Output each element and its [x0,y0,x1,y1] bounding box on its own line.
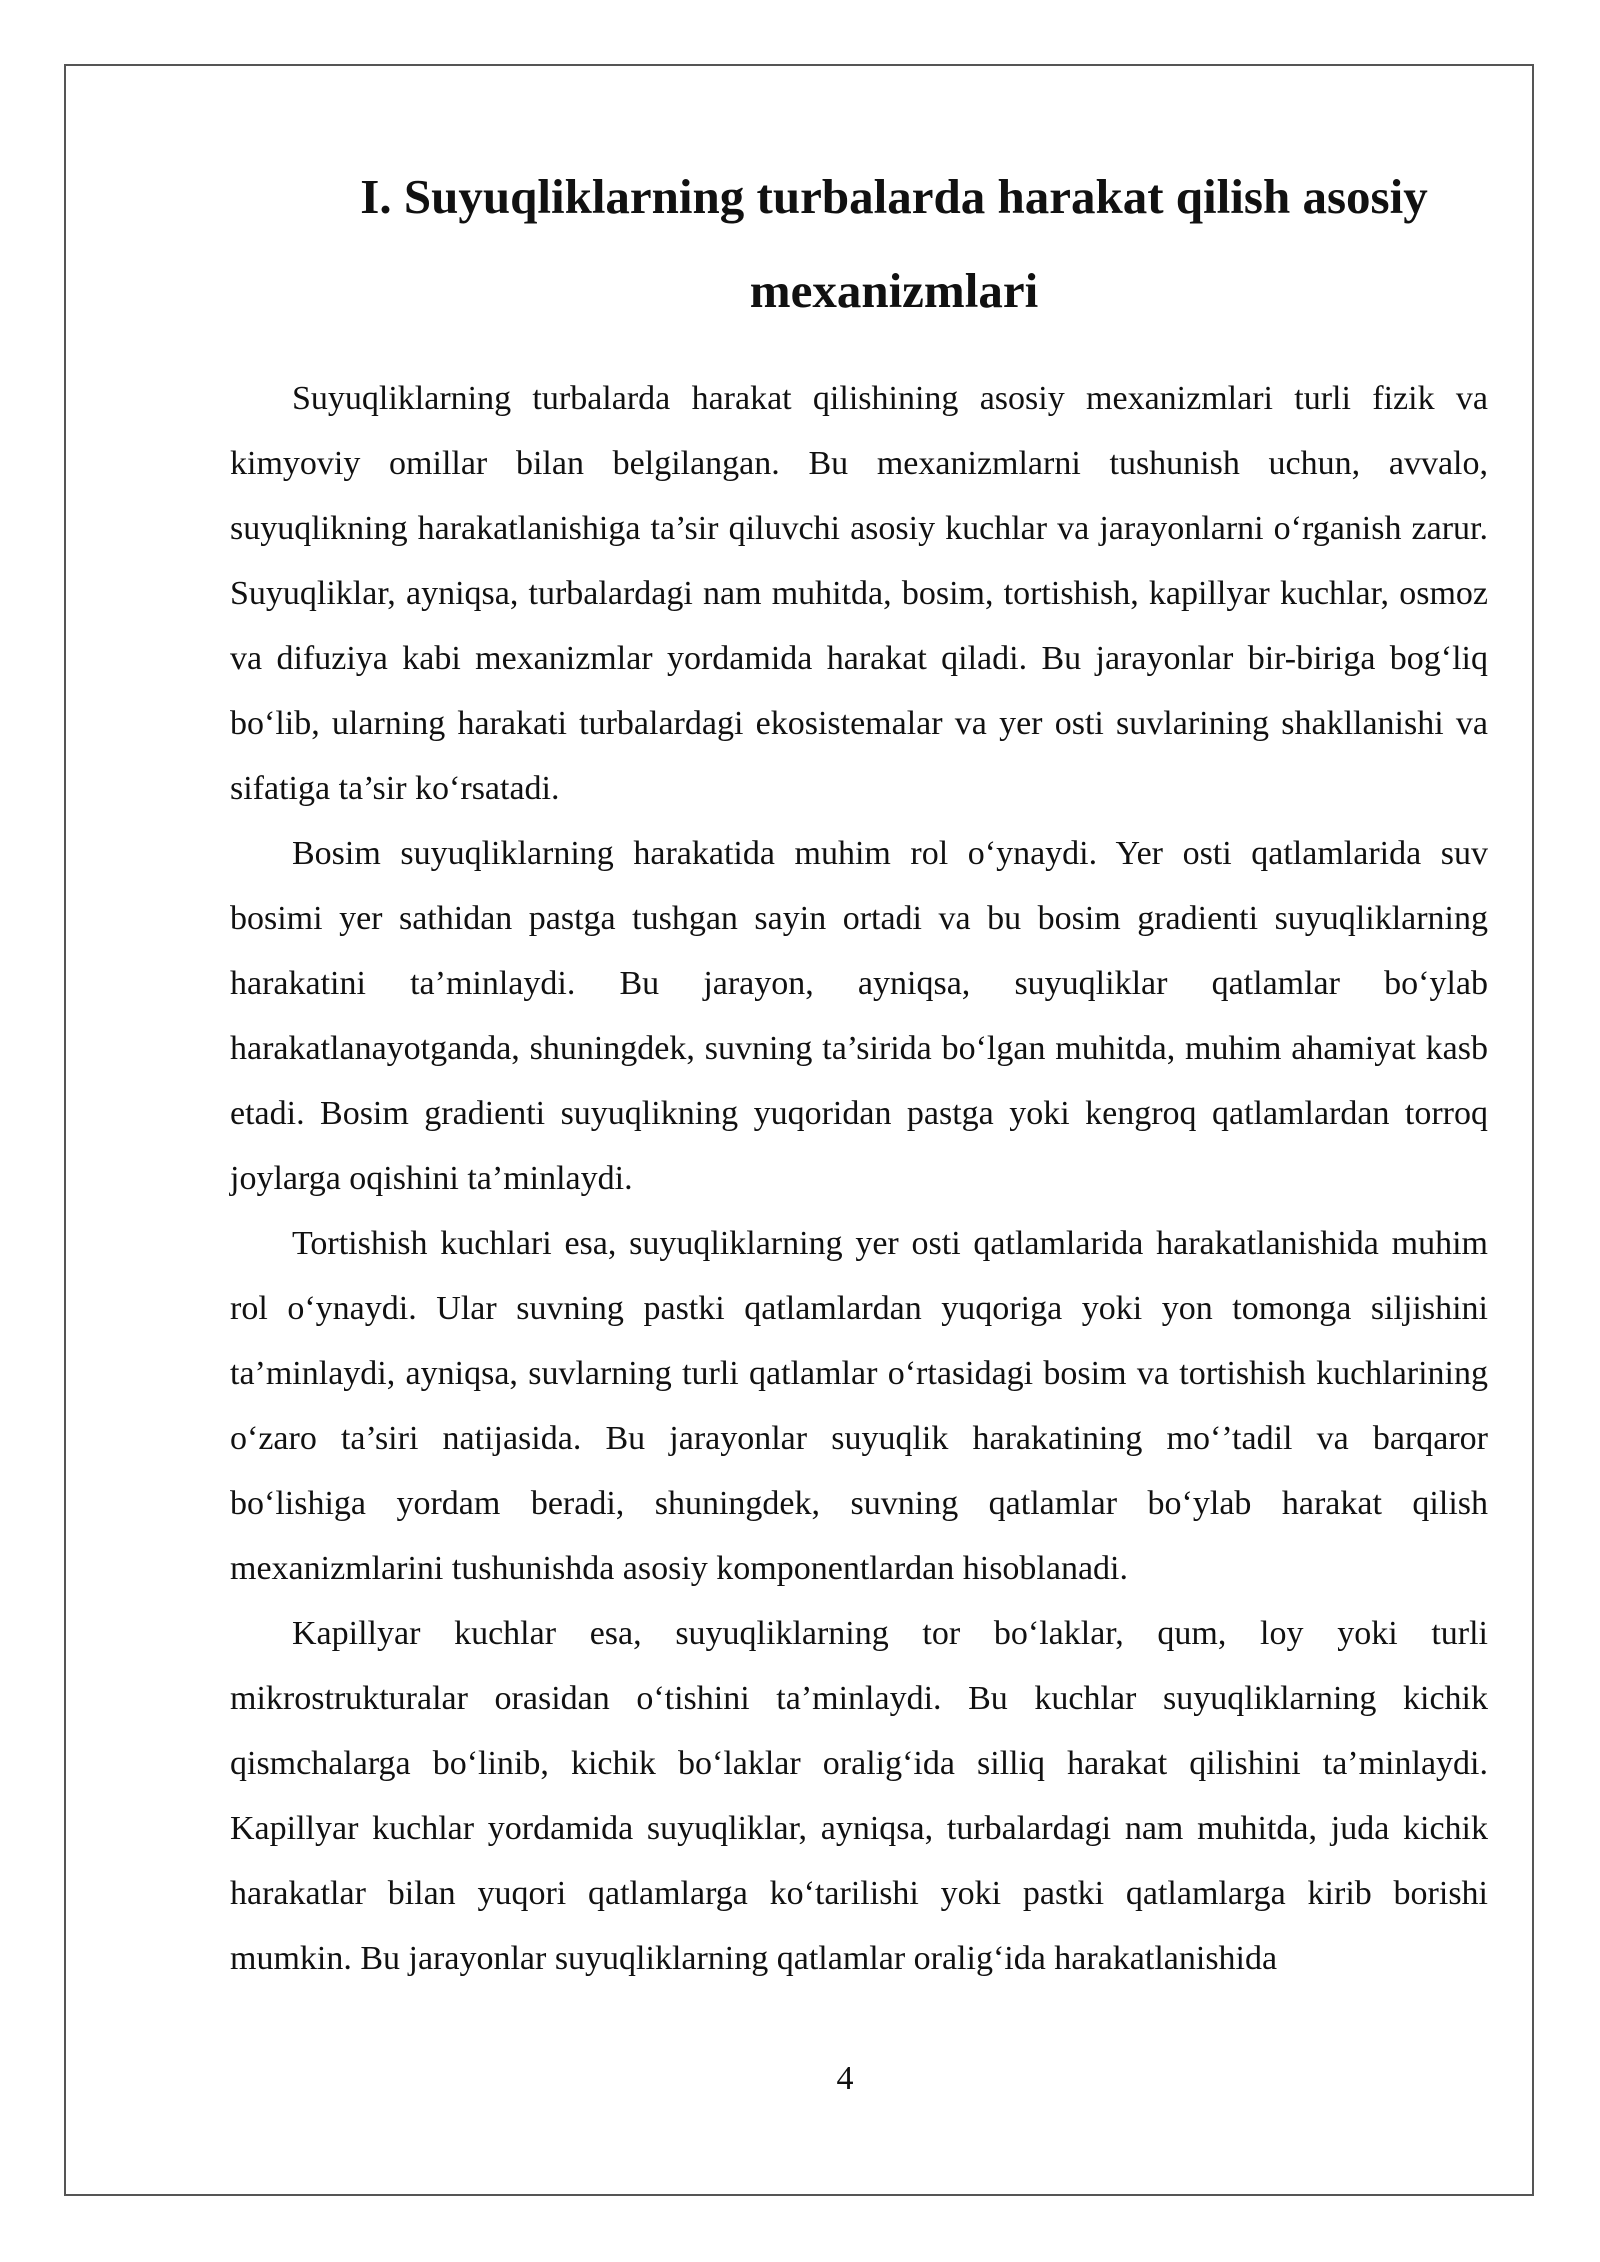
paragraph-2: Bosim suyuqliklarning harakatida muhim rol o‘ynaydi. Yer osti qatlamlarida suv bosimi yer sathidan pastga tushgan sayin ortadi va bu bosim gradienti suyuqliklarning harakatini ta’minlaydi. Bu jarayon, ayniqsa, suyuqliklar qatlamlar bo‘ylab harakatlanayotganda, shuningdek, suvning ta’sirida bo‘lgan muhitda, muhim ahamiyat kasb etadi. Bosim gradienti suyuqlikning yuqoridan pastga yoki kengroq qatlamlardan torroq joylarga oqishini ta’minlaydi. [230,835,1488,1197]
paragraph-4: Kapillyar kuchlar esa, suyuqliklarning tor bo‘laklar, qum, loy yoki turli mikrostrukturalar orasidan o‘tishini ta’minlaydi. Bu kuchlar suyuqliklarning kichik qismchalarga bo‘linib, kichik bo‘laklar oralig‘ida silliq harakat qilishini ta’minlaydi. Kapillyar kuchlar yordamida suyuqliklar, ayniqsa, turbalardagi nam muhitda, juda kichik harakatlar bilan yuqori qatlamlarga ko‘tarilishi yoki pastki qatlamlarga kirib borishi mumkin. Bu jarayonlar suyuqliklarning qatlamlar oralig‘ida harakatlanishida [230,1615,1488,1977]
page-number: 4 [836,2060,854,2097]
section-title: I. Suyuqliklarning turbalarda harakat qilish asosiy mexanizmlari [360,169,1428,318]
paragraph-3: Tortishish kuchlari esa, suyuqliklarning yer osti qatlamlarida harakatlanishida muhim rol o‘ynaydi. Ular suvning pastki qatlamlardan yuqoriga yoki yon tomonga siljishini ta’minlaydi, ayniqsa, suvlarning turli qatlamlar o‘rtasidagi bosim va tortishish kuchlarining o‘zaro ta’siri natijasida. Bu jarayonlar suyuqlik harakatining mo‘’tadil va barqaror bo‘lishiga yordam beradi, shuningdek, suvning qatlamlar bo‘ylab harakat qilish mexanizmlarini tushunishda asosiy komponentlardan hisoblanadi. [230,1225,1488,1587]
page-content [230,150,1488,1991]
paragraph-1: Suyuqliklarning turbalarda harakat qilishining asosiy mexanizmlari turli fizik va kimyoviy omillar bilan belgilangan. Bu mexanizmlarni tushunish uchun, avvalo, suyuqlikning harakatlanishiga ta’sir qiluvchi asosiy kuchlar va jarayonlarni o‘rganish zarur. Suyuqliklar, ayniqsa, turbalardagi nam muhitda, bosim, tortishish, kapillyar kuchlar, osmoz va difuziya kabi mexanizmlar yordamida harakat qiladi. Bu jarayonlar bir-biriga bog‘liq bo‘lib, ularning harakati turbalardagi ekosistemalar va yer osti suvlarining shakllanishi va sifatiga ta’sir ko‘rsatadi. [230,380,1488,807]
